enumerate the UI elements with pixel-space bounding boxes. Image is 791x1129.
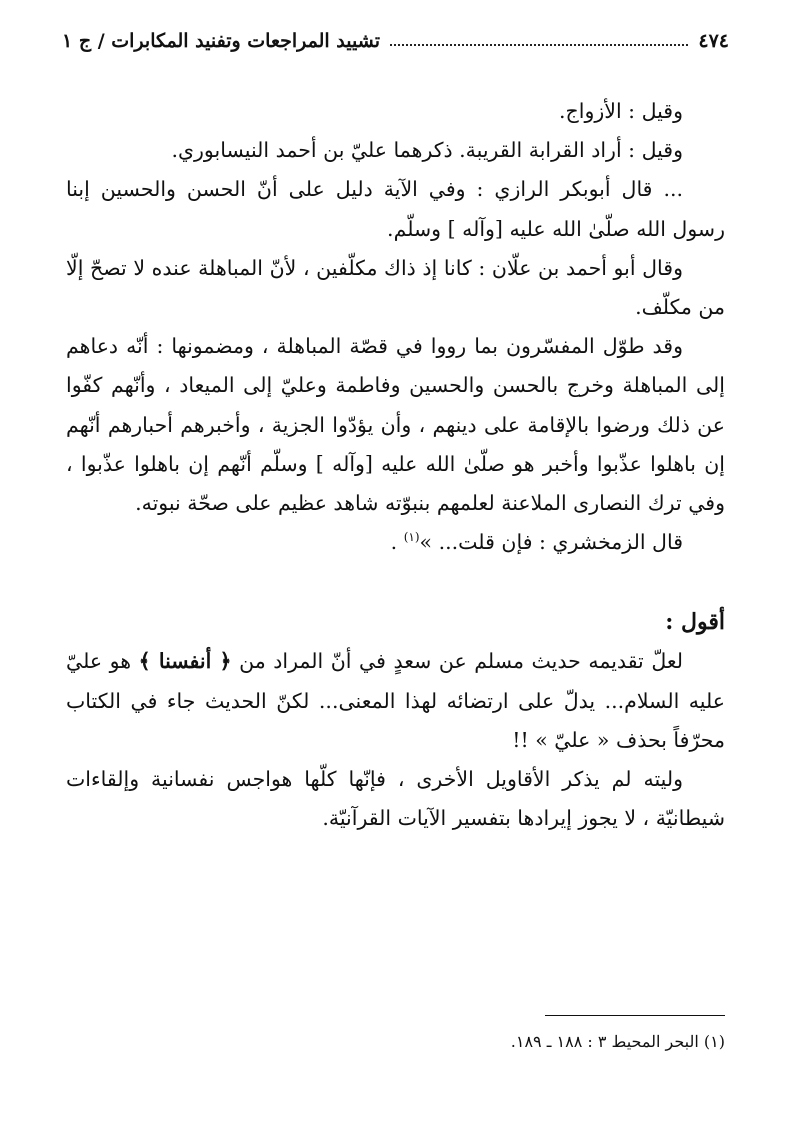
- quote-ending-paragraph: [66, 523, 725, 562]
- footnote: (١) البحر المحيط ٣ : ١٨٨ ـ ١٨٩.: [510, 1032, 725, 1051]
- paragraph: وقال أبو أحمد بن علّان : كانا إذ ذاك مكلّفين ، لأنّ المباهلة عنده لا تصحّ إلّا من مكلّف.: [66, 255, 725, 320]
- commentary-paragraph: وليته لم يذكر الأقاويل الأخرى ، فإنّها كلّها هواجس نفسانية وإلقاءات شيطانيّة ، لا يجوز إيرادها بتفسير الآيات القرآنيّة.: [66, 767, 725, 831]
- page-header: [62, 26, 729, 56]
- header-dotted-leader: [390, 44, 688, 46]
- section-heading: أقول :: [665, 609, 725, 636]
- body-text: [66, 92, 725, 838]
- section-gap: [66, 562, 725, 602]
- commentary-text-start: لعلّ تقديمه حديث مسلم عن سعدٍ في أنّ المراد من: [231, 649, 683, 674]
- paragraph: وقد طوّل المفسّرون بما رووا في قصّة المباهلة ، ومضمونها : أنّه دعاهم إلى المباهلة وخرج بالحسن والحسين وفاطمة وعليّ إلى الميعاد ، وأنّهم كفّوا عن ذلك ورضوا بالإقامة على دينهم ، وأن يؤدّوا الجزية ، وأخبرهم أحبارهم أنّهم إن باهلوا عذّبوا وأخبر هو صلّىٰ الله عليه [وآله ] وسلّم أنّهم إن باهلوا عذّبوا ، وفي ترك النصارى الملاعنة لعلمهم بنبوّته شاهد عظيم على صحّة نبوته.: [66, 334, 725, 516]
- quote-tail: .: [390, 530, 404, 555]
- quranic-quote: ﴿ أنفسنا ﴾: [138, 649, 232, 674]
- paragraph: ... قال أبوبكر الرازي : وفي الآية دليل على أنّ الحسن والحسين إبنا رسول الله صلّىٰ الله عليه [وآله ] وسلّم.: [66, 177, 725, 241]
- commentary-text-end: هو عليّ عليه السلام... يدلّ على ارتضائه لهذا المعنى... لكنّ الحديث جاء في الكتاب محرّفاً بحذف « عليّ » !!: [66, 649, 725, 752]
- commentary-paragraph: [66, 642, 725, 760]
- paragraph: وقيل : أراد القرابة القريبة. ذكرهما عليّ بن أحمد النيسابوري.: [171, 138, 683, 163]
- paragraph: وقيل : الأزواج.: [559, 99, 683, 123]
- running-title: تشييد المراجعات وتفنيد المكابرات / ج ١: [62, 30, 380, 52]
- footnote-reference: (١): [403, 530, 420, 545]
- page-number: ٤٧٤: [698, 30, 729, 52]
- quote-text: قال الزمخشري : فإن قلت... »: [419, 530, 683, 555]
- footnote-separator: [545, 1015, 725, 1016]
